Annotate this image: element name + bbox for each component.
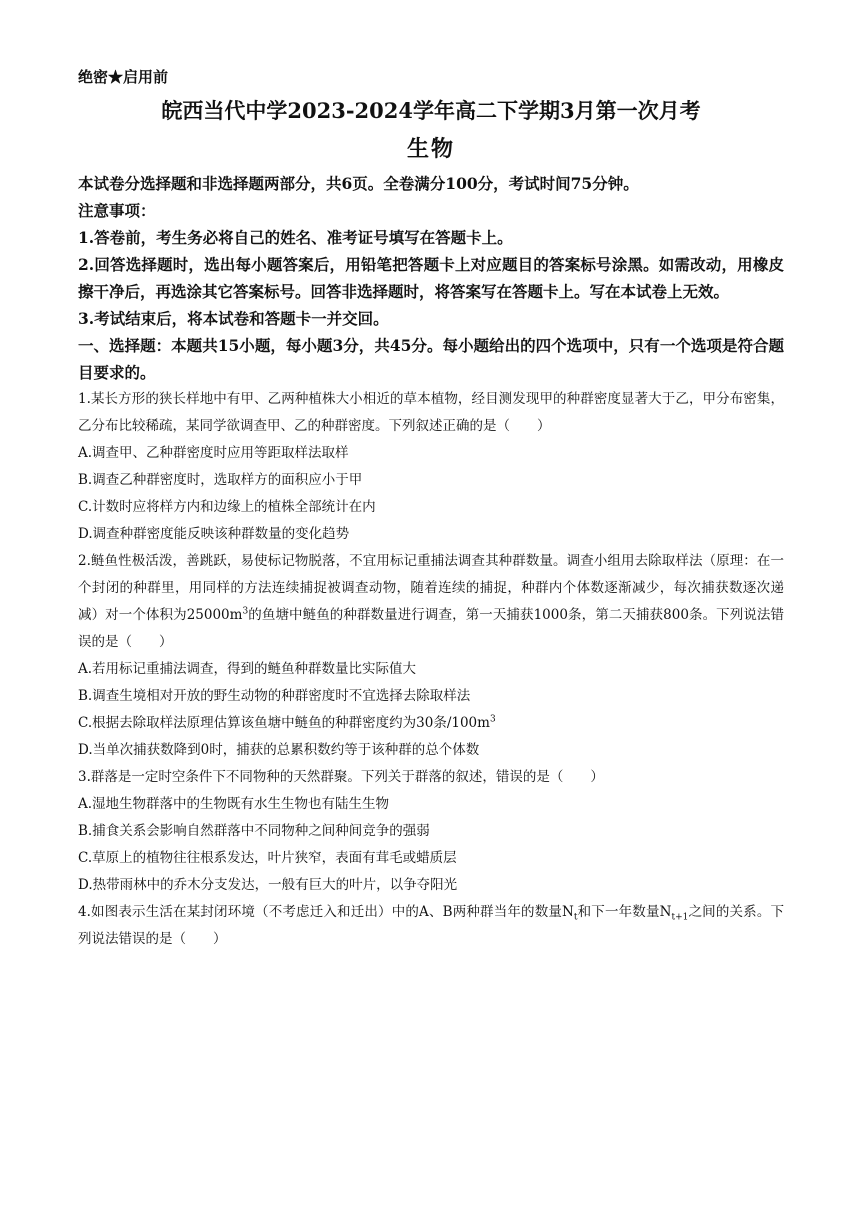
question-1-stem: 1.某长方形的狭长样地中有甲、乙两种植株大小相近的草本植物，经目测发现甲的种群密度显著大于乙，甲分布密集，乙分布比较稀疏，某同学欲调查甲、乙的种群密度。下列叙述正确的是（ ） <box>78 391 784 434</box>
question-4-stem <box>78 899 784 953</box>
question-2-option-c <box>78 710 784 737</box>
subject-title: 生物 <box>406 136 455 162</box>
question-4-subscript-t-plus-1: t+1 <box>671 912 689 923</box>
question-3-option-c: C.草原上的植物往往根系发达，叶片狭窄，表面有茸毛或蜡质层 <box>78 850 457 866</box>
question-4-stem-part-a: 4.如图表示生活在某封闭环境（不考虑迁入和迁出）中的A、B两种群当年的数量N <box>78 904 574 920</box>
question-3-option-d: D.热带雨林中的乔木分支发达，一般有巨大的叶片，以争夺阳光 <box>78 877 458 893</box>
notice-heading: 注意事项： <box>78 201 156 220</box>
question-3-stem: 3.群落是一定时空条件下不同物种的天然群聚。下列关于群落的叙述，错误的是（ ） <box>78 769 604 785</box>
question-2-option-d: D.当单次捕获数降到0时，捕获的总累积数约等于该种群的总个体数 <box>78 742 480 758</box>
question-1-option-b: B.调查乙种群密度时，选取样方的面积应小于甲 <box>78 472 363 488</box>
question-4-subscript-t: t <box>573 912 578 923</box>
instructions-intro: 本试卷分选择题和非选择题两部分，共6页。全卷满分100分，考试时间75分钟。 <box>78 174 639 193</box>
question-4-stem-part-c: 之间的关系。下列说法错误的是（ ） <box>78 904 785 947</box>
section-heading: 一、选择题：本题共15小题，每小题3分，共45分。每小题给出的四个选项中，只有一个选项是符合题目要求的。 <box>78 336 784 382</box>
confidential-label: 绝密★启用前 <box>78 68 169 86</box>
exam-title: 皖西当代中学2023-2024学年高二下学期3月第一次月考 <box>161 98 701 123</box>
question-2-stem-superscript: 3 <box>242 606 249 617</box>
question-1-option-a: A.调查甲、乙种群密度时应用等距取样法取样 <box>78 445 349 461</box>
question-2-option-b: B.调查生境相对开放的野生动物的种群密度时不宜选择去除取样法 <box>78 688 471 704</box>
notice-item-3: 3.考试结束后，将本试卷和答题卡一并交回。 <box>78 309 389 328</box>
question-3-option-b: B.捕食关系会影响自然群落中不同物种之间种间竞争的强弱 <box>78 823 430 839</box>
question-1-option-d: D.调查种群密度能反映该种群数量的变化趋势 <box>78 526 350 542</box>
question-4-stem-part-b: 和下一年数量N <box>577 904 672 920</box>
question-2-option-c-superscript: 3 <box>489 714 496 725</box>
question-2-stem-part-a: 2.鲢鱼性极活泼，善跳跃，易使标记物脱落，不宜用标记重捕法调查其种群数量。调查小组用去除取样法（原理：在一个封闭的种群里，用同样的方法连续捕捉被调查动物，随着连续的捕捉，种群内个体数逐渐减少，每次捕获数逐次递减）对一个体积为25000m <box>78 553 784 623</box>
question-2-option-c-text: C.根据去除取样法原理估算该鱼塘中鲢鱼的种群密度约为30条/100m <box>78 715 490 731</box>
question-1-option-c: C.计数时应将样方内和边缘上的植株全部统计在内 <box>78 499 376 515</box>
notice-item-2: 2.回答选择题时，选出每小题答案后，用铅笔把答题卡上对应题目的答案标号涂黑。如需改动，用橡皮擦干净后，再选涂其它答案标号。回答非选择题时，将答案写在答题卡上。写在本试卷上无效。 <box>78 255 784 301</box>
question-3-option-a: A.湿地生物群落中的生物既有水生生物也有陆生生物 <box>78 796 390 812</box>
question-2-option-a: A.若用标记重捕法调查，得到的鲢鱼种群数量比实际值大 <box>78 661 417 677</box>
question-2-stem-part-b: 的鱼塘中鲢鱼的种群数量进行调查，第一天捕获1000条，第二天捕获800条。下列说法错误的是（ ） <box>78 607 785 650</box>
question-2-stem <box>78 548 784 656</box>
notice-item-1: 1.答卷前，考生务必将自己的姓名、准考证号填写在答题卡上。 <box>78 228 513 247</box>
